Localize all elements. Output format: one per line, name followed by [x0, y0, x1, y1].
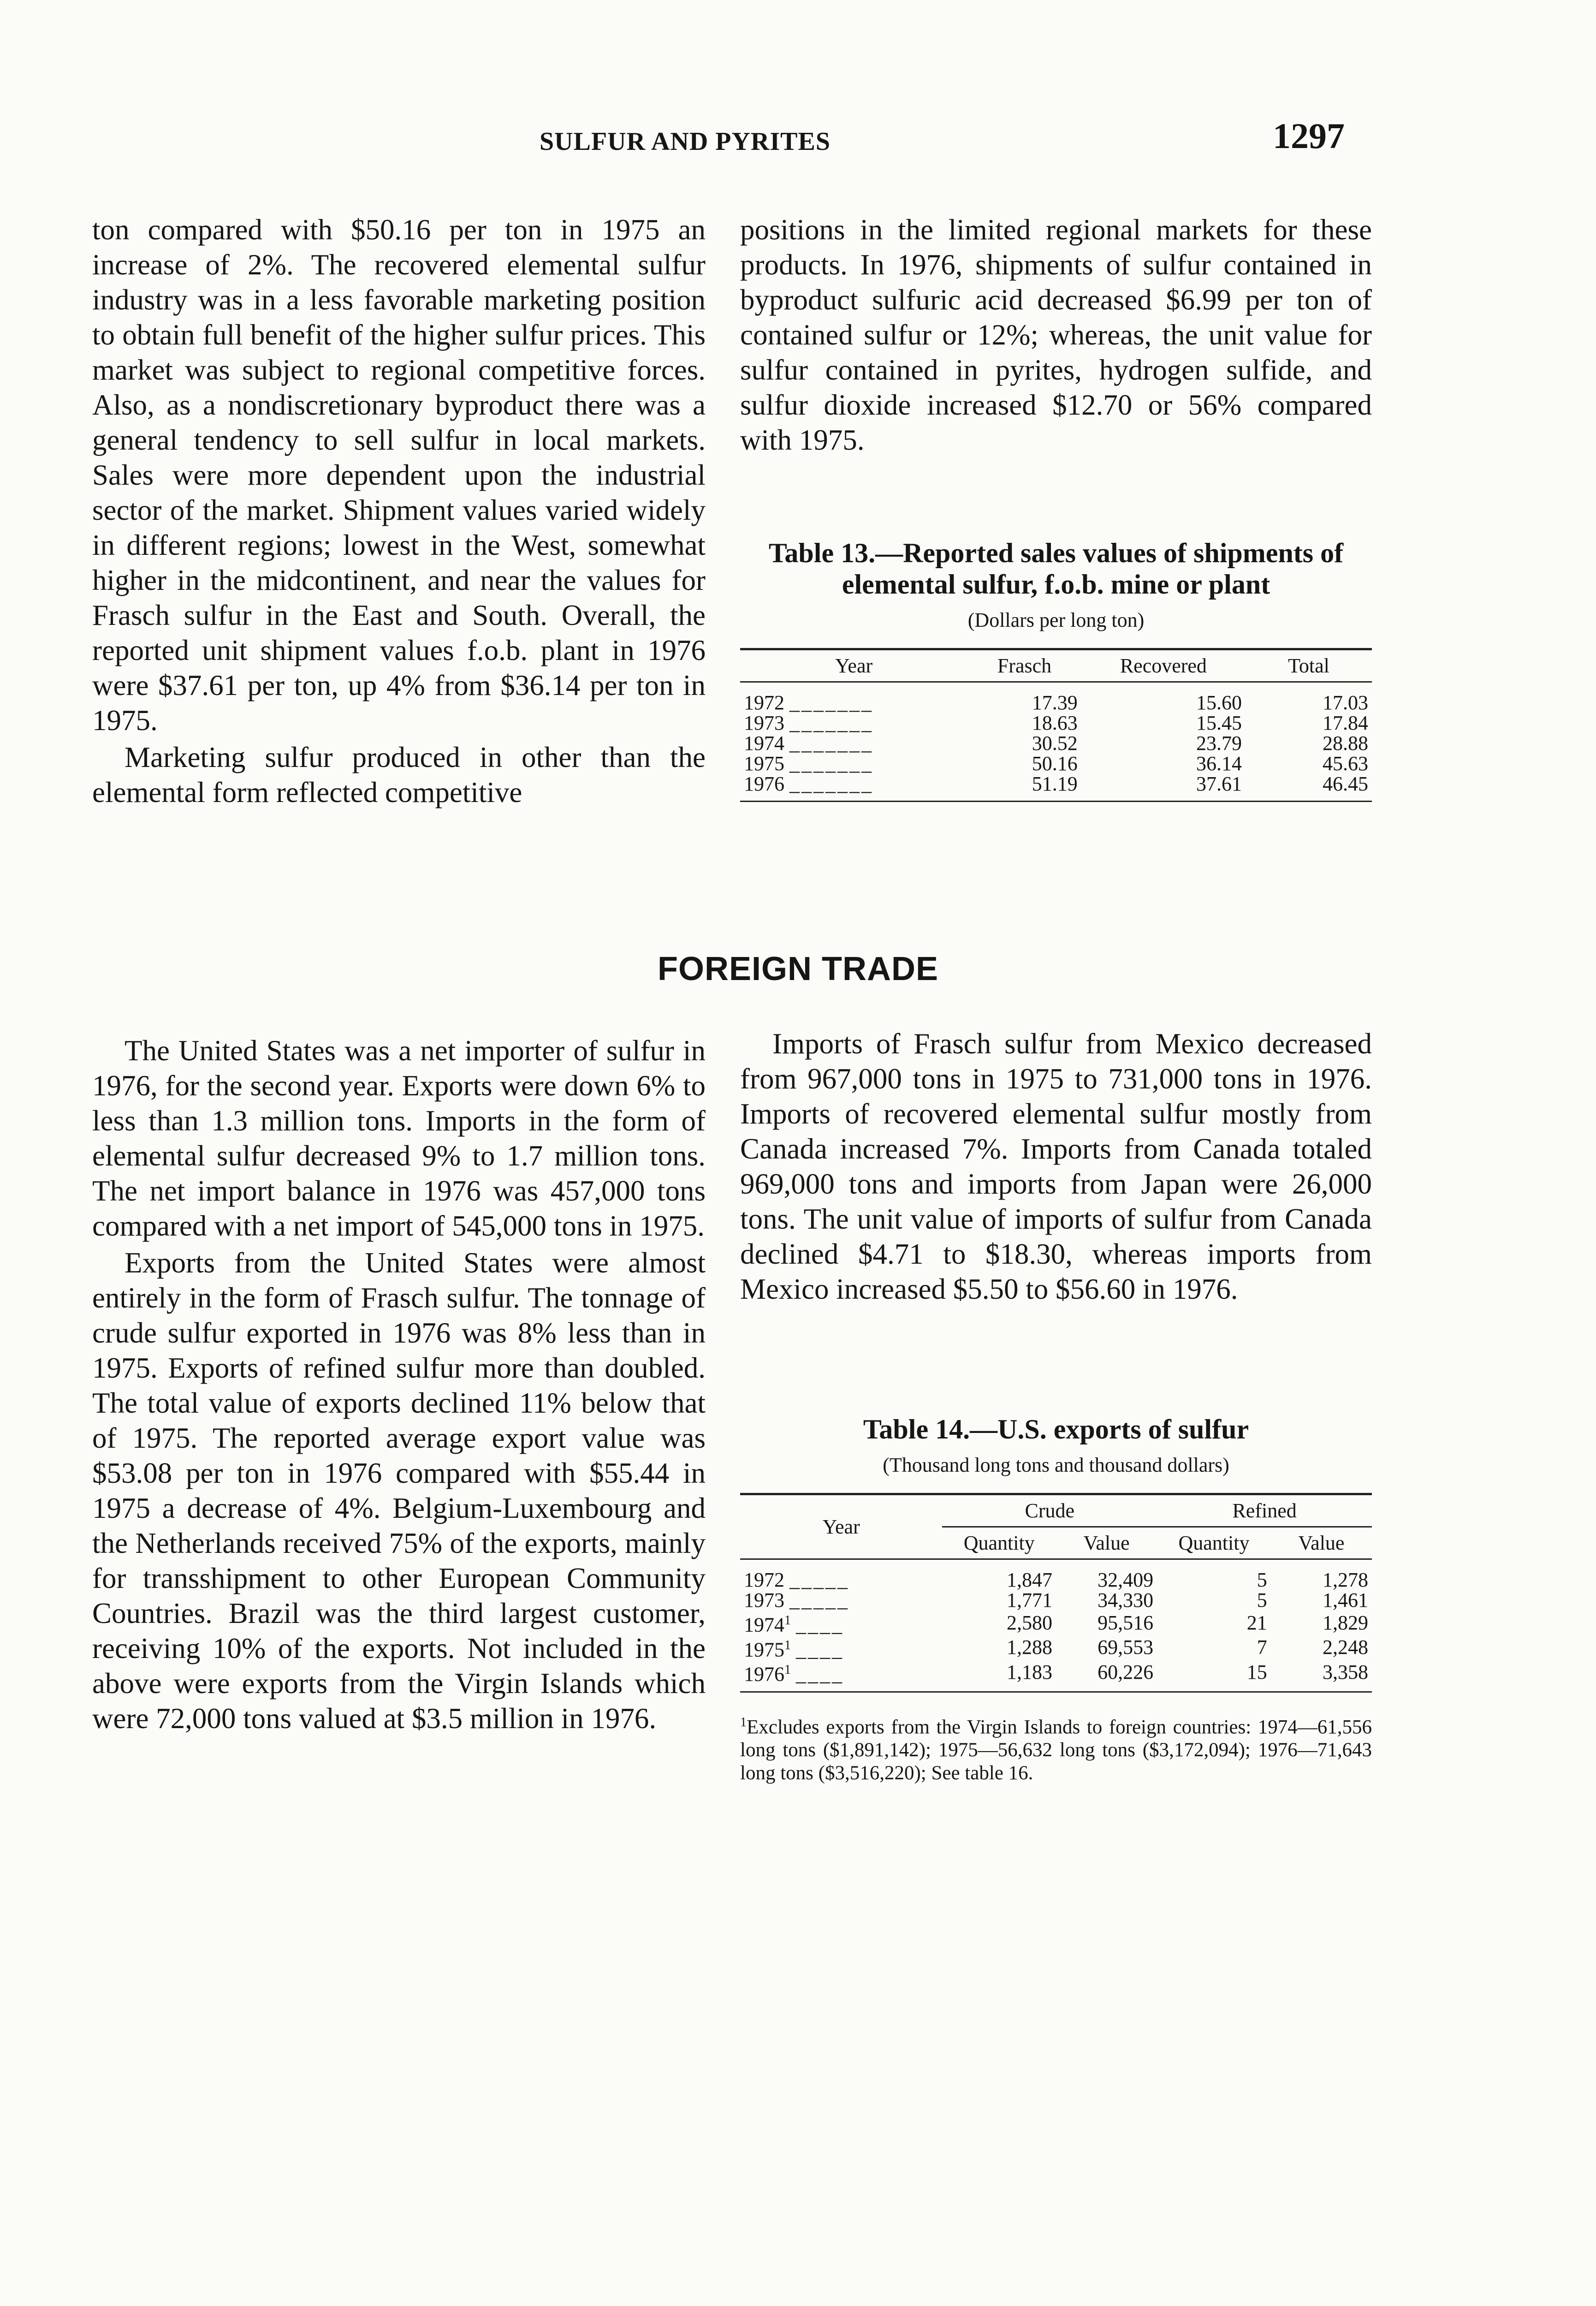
cell-year: 1976: [744, 773, 784, 795]
cell-crude-quantity: 1,288: [1006, 1636, 1052, 1659]
table-13: [740, 537, 1372, 802]
cell-refined-quantity: 15: [1157, 1660, 1271, 1692]
cell-year: 1975: [744, 752, 784, 775]
table-subtitle: (Thousand long tons and thousand dollars): [883, 1454, 1229, 1476]
cell-frasch: 18.63: [1032, 712, 1078, 734]
cell-recovered: 23.79: [1196, 732, 1242, 755]
table-subtitle: (Dollars per long ton): [967, 609, 1145, 631]
column-header: Total: [1246, 649, 1372, 682]
footnote-marker: 1: [784, 1613, 791, 1628]
paragraph: Exports from the United States were almost entirely in the form of Frasch sulfur. The tonnage of crude sulfur exported in 1976 was 8% less than in 1975. Exports of refined sulfur more than doubled. The total value of exports declined 11% below that of 1975. The reported average export value was $53.08 per ton in 1976 compared with $55.44 in 1975 a decrease of 4%. Belgium-Luxembourg and the Netherlands received 75% of the exports, mainly for transshipment to other European Community Countries. Brazil was the third largest customer, receiving 10% of the exports. Not included in the above were exports from the Virgin Islands which were 72,000 tons valued at $3.5 million in 1976.: [92, 1247, 706, 1735]
column-group-header: Refined: [1157, 1494, 1372, 1527]
running-head: SULFUR AND PYRITES: [540, 127, 831, 156]
table-row: [740, 1611, 1372, 1635]
table-row: [740, 1590, 1372, 1611]
paragraph: Marketing sulfur produced in other than the elemental form reflected competitive: [92, 741, 706, 808]
table-title: Table 14.—U.S. exports of sulfur: [863, 1414, 1249, 1444]
column-header: Year: [740, 1494, 942, 1559]
column-right-bottom: [740, 1026, 1372, 1307]
cell-total: 46.45: [1246, 774, 1372, 802]
cell-frasch: 50.16: [1032, 752, 1078, 775]
footnote-marker: 1: [740, 1715, 747, 1730]
cell-year: 1975: [744, 1638, 784, 1661]
cell-total: 17.03: [1323, 691, 1368, 714]
table-row: [740, 774, 1372, 802]
column-header: Frasch: [967, 649, 1081, 682]
cell-crude-value: 32,409: [1098, 1569, 1154, 1591]
leader-dots: ____: [796, 1613, 844, 1636]
cell-refined-value: 2,248: [1323, 1636, 1368, 1659]
cell-recovered: 15.45: [1196, 712, 1242, 734]
column-header: Year: [740, 649, 967, 682]
leader-dots: _______: [789, 752, 873, 775]
table-row: [740, 1660, 1372, 1692]
table-13-grid: [740, 648, 1372, 802]
cell-year: 1974: [744, 1613, 784, 1636]
cell-frasch: 30.52: [1032, 732, 1078, 755]
table-row: [740, 733, 1372, 754]
cell-total: 17.84: [1323, 712, 1368, 734]
column-header: Recovered: [1081, 649, 1246, 682]
cell-year: 1972: [744, 1569, 784, 1591]
column-header: Value: [1271, 1527, 1372, 1559]
cell-refined-quantity: 21: [1246, 1611, 1267, 1634]
column-header: Quantity: [942, 1527, 1056, 1559]
cell-refined-quantity: 7: [1257, 1636, 1267, 1659]
leader-dots: ____: [796, 1663, 844, 1686]
cell-refined-quantity: 5: [1257, 1569, 1267, 1591]
footnote-marker: 1: [784, 1638, 791, 1652]
cell-year: 1973: [744, 1589, 784, 1611]
cell-year: 1974: [744, 732, 784, 755]
paragraph: Imports of Frasch sulfur from Mexico decreased from 967,000 tons in 1975 to 731,000 tons in 1976. Imports of recovered elemental sulfur mostly from Canada increased 7%. Imports from Canada totaled 969,000 tons and imports from Japan were 26,000 tons. The unit value of imports of sulfur from Canada declined $4.71 to $18.30, whereas imports from Mexico increased $5.50 to $56.60 in 1976.: [740, 1028, 1372, 1305]
cell-refined-quantity: 5: [1257, 1589, 1267, 1611]
cell-crude-quantity: 1,183: [942, 1660, 1056, 1692]
column-header: Value: [1056, 1527, 1157, 1559]
table-title: Table 13.—Reported sales values of shipments of elemental sulfur, f.o.b. mine or plant: [768, 538, 1344, 600]
cell-refined-value: 1,278: [1323, 1569, 1368, 1591]
cell-crude-value: 60,226: [1056, 1660, 1157, 1692]
cell-crude-value: 95,516: [1098, 1611, 1154, 1634]
cell-crude-quantity: 2,580: [1006, 1611, 1052, 1634]
table-14: [740, 1414, 1372, 1785]
cell-total: 28.88: [1323, 732, 1368, 755]
leader-dots: _______: [789, 691, 873, 714]
column-left-top: [92, 212, 706, 810]
leader-dots: _______: [789, 712, 873, 734]
cell-year: 1976: [744, 1663, 784, 1686]
page-number: 1297: [1273, 116, 1345, 156]
column-left-bottom: [92, 1033, 706, 1736]
cell-crude-quantity: 1,847: [1006, 1569, 1052, 1591]
table-row: [740, 1559, 1372, 1591]
column-header: Quantity: [1157, 1527, 1271, 1559]
table-footnote: [740, 1711, 1372, 1785]
paragraph: positions in the limited regional markets for these products. In 1976, shipments of sulfur contained in byproduct sulfuric acid decreased $6.99 per ton of contained sulfur or 12%; whereas, the unit value for sulfur contained in pyrites, hydrogen sulfide, and sulfur dioxide increased $12.70 or 56% compared with 1975.: [740, 214, 1372, 456]
footnote-text: Excludes exports from the Virgin Islands to foreign countries: 1974—61,556 long tons ($1,891,142); 1975—56,632 long tons ($3,172,094); 1976—71,643 long tons ($3,516,220); See table 16.: [740, 1716, 1372, 1784]
section-heading: FOREIGN TRADE: [657, 951, 938, 987]
cell-recovered: 37.61: [1081, 774, 1246, 802]
paragraph: The United States was a net importer of sulfur in 1976, for the second year. Exports were down 6% to less than 1.3 million tons. Imports in the form of elemental sulfur decreased 9% to 1.7 million tons. The net import balance in 1976 was 457,000 tons compared with a net import of 545,000 tons in 1975.: [92, 1034, 706, 1242]
leader-dots: _____: [789, 1589, 849, 1611]
table-14-grid: [740, 1493, 1372, 1693]
column-group-header: Crude: [942, 1494, 1157, 1527]
cell-frasch: 51.19: [967, 774, 1081, 802]
cell-crude-quantity: 1,771: [1006, 1589, 1052, 1611]
leader-dots: _____: [789, 1569, 849, 1591]
table-row: [740, 682, 1372, 713]
cell-refined-value: 3,358: [1271, 1660, 1372, 1692]
cell-refined-value: 1,829: [1323, 1611, 1368, 1634]
cell-year: 1973: [744, 712, 784, 734]
cell-crude-value: 34,330: [1098, 1589, 1154, 1611]
cell-crude-value: 69,553: [1098, 1636, 1154, 1659]
cell-frasch: 17.39: [1032, 691, 1078, 714]
cell-recovered: 36.14: [1196, 752, 1242, 775]
cell-recovered: 15.60: [1196, 691, 1242, 714]
cell-total: 45.63: [1323, 752, 1368, 775]
table-row: [740, 754, 1372, 774]
cell-year: 1972: [744, 691, 784, 714]
column-right-top: [740, 212, 1372, 458]
table-row: [740, 1635, 1372, 1660]
leader-dots: ____: [796, 1638, 844, 1661]
table-row: [740, 713, 1372, 733]
footnote-marker: 1: [784, 1663, 791, 1677]
paragraph: ton compared with $50.16 per ton in 1975 an increase of 2%. The recovered elemental sulfur industry was in a less favorable marketing position to obtain full benefit of the higher sulfur prices. This market was subject to regional competitive forces. Also, as a nondiscretionary byproduct there was a general tendency to sell sulfur in local markets. Sales were more dependent upon the industrial sector of the market. Shipment values varied widely in different regions; lowest in the West, somewhat higher in the midcontinent, and near the values for Frasch sulfur in the East and South. Overall, the reported unit shipment values f.o.b. plant in 1976 were $37.61 per ton, up 4% from $36.14 per ton in 1975.: [92, 214, 706, 737]
leader-dots: _______: [789, 732, 873, 755]
cell-refined-value: 1,461: [1323, 1589, 1368, 1611]
leader-dots: _______: [789, 773, 873, 795]
